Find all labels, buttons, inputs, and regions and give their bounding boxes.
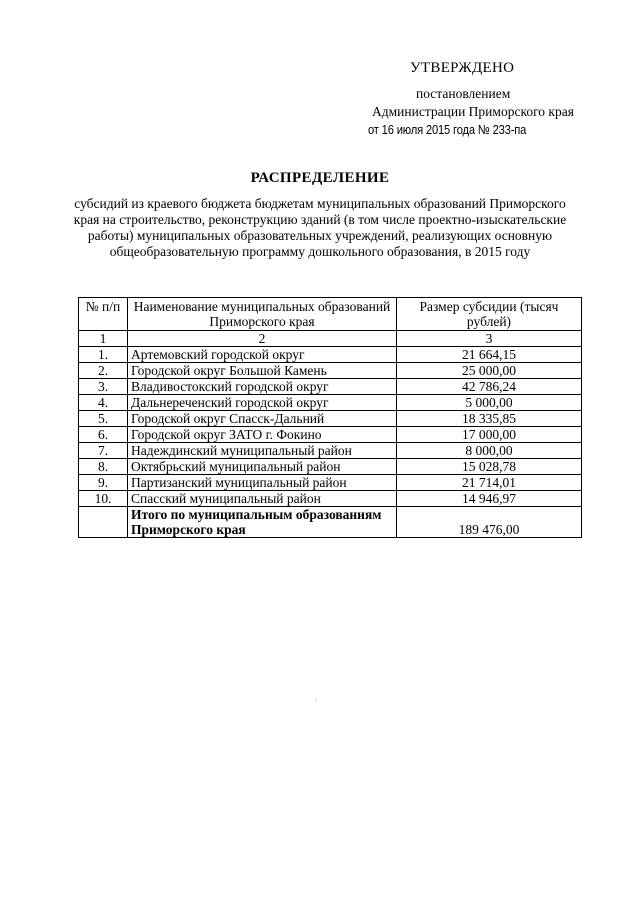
table-header-row	[79, 298, 582, 331]
row-name: Октябрьский муниципальный район	[128, 459, 397, 475]
table-row	[79, 411, 582, 427]
row-amount: 21 664,15	[397, 347, 582, 363]
distribution-table	[78, 297, 582, 538]
table-row	[79, 443, 582, 459]
decree-line-2: Администрации Приморского края	[372, 104, 574, 119]
decree-date-number: от 16 июля 2015 года № 233-па	[368, 122, 527, 137]
row-name: Городской округ ЗАТО г. Фокино	[128, 427, 397, 443]
header-amount: Размер субсидии (тысяч рублей)	[397, 298, 582, 331]
row-amount: 15 028,78	[397, 459, 582, 475]
document-title: РАСПРЕДЕЛЕНИЕ	[250, 170, 390, 186]
row-amount: 18 335,85	[397, 411, 582, 427]
row-name: Городской округ Спасск-Дальний	[128, 411, 397, 427]
total-number-cell	[79, 507, 128, 538]
row-number: 1.	[79, 347, 128, 363]
header-name: Наименование муниципальных образований Приморского края	[128, 298, 397, 331]
column-number-1: 1	[79, 331, 128, 347]
table-row	[79, 395, 582, 411]
row-name: Городской округ Большой Камень	[128, 363, 397, 379]
row-number: 8.	[79, 459, 128, 475]
table-row	[79, 459, 582, 475]
row-amount: 14 946,97	[397, 491, 582, 507]
total-amount: 189 476,00	[397, 507, 582, 538]
row-number: 3.	[79, 379, 128, 395]
row-amount: 25 000,00	[397, 363, 582, 379]
table-row	[79, 475, 582, 491]
row-number: 6.	[79, 427, 128, 443]
column-numbers-row	[79, 331, 582, 347]
total-label: Итого по муниципальным образованиям Приморского края	[128, 507, 397, 538]
row-number: 7.	[79, 443, 128, 459]
row-name: Артемовский городской округ	[128, 347, 397, 363]
row-number: 5.	[79, 411, 128, 427]
table-row	[79, 427, 582, 443]
row-name: Владивостокский городской округ	[128, 379, 397, 395]
column-number-2: 2	[128, 331, 397, 347]
row-number: 4.	[79, 395, 128, 411]
row-number: 2.	[79, 363, 128, 379]
decree-line-1: постановлением	[416, 86, 511, 101]
total-row	[79, 507, 582, 538]
table-row	[79, 491, 582, 507]
row-name: Спасский муниципальный район	[128, 491, 397, 507]
row-name: Дальнереченский городской округ	[128, 395, 397, 411]
table-row	[79, 379, 582, 395]
column-number-3: 3	[397, 331, 582, 347]
table-row	[79, 347, 582, 363]
approved-stamp: УТВЕРЖДЕНО	[410, 60, 515, 76]
document-subtitle: субсидий из краевого бюджета бюджетам муниципальных образований Приморского края на строительство, реконструкцию зданий (в том числе проектно-изыскательские работы) муниципальных образовательных учреждений, реализующих основную общеобразовательную программу дошкольного образования, в 2015 году	[73, 196, 567, 259]
row-amount: 8 000,00	[397, 443, 582, 459]
row-amount: 5 000,00	[397, 395, 582, 411]
row-amount: 21 714,01	[397, 475, 582, 491]
row-amount: 42 786,24	[397, 379, 582, 395]
header-number: № п/п	[79, 298, 128, 331]
row-name: Партизанский муниципальный район	[128, 475, 397, 491]
row-number: 9.	[79, 475, 128, 491]
table-row	[79, 363, 582, 379]
row-number: 10.	[79, 491, 128, 507]
row-amount: 17 000,00	[397, 427, 582, 443]
row-name: Надеждинский муниципальный район	[128, 443, 397, 459]
scan-speck	[316, 700, 317, 701]
